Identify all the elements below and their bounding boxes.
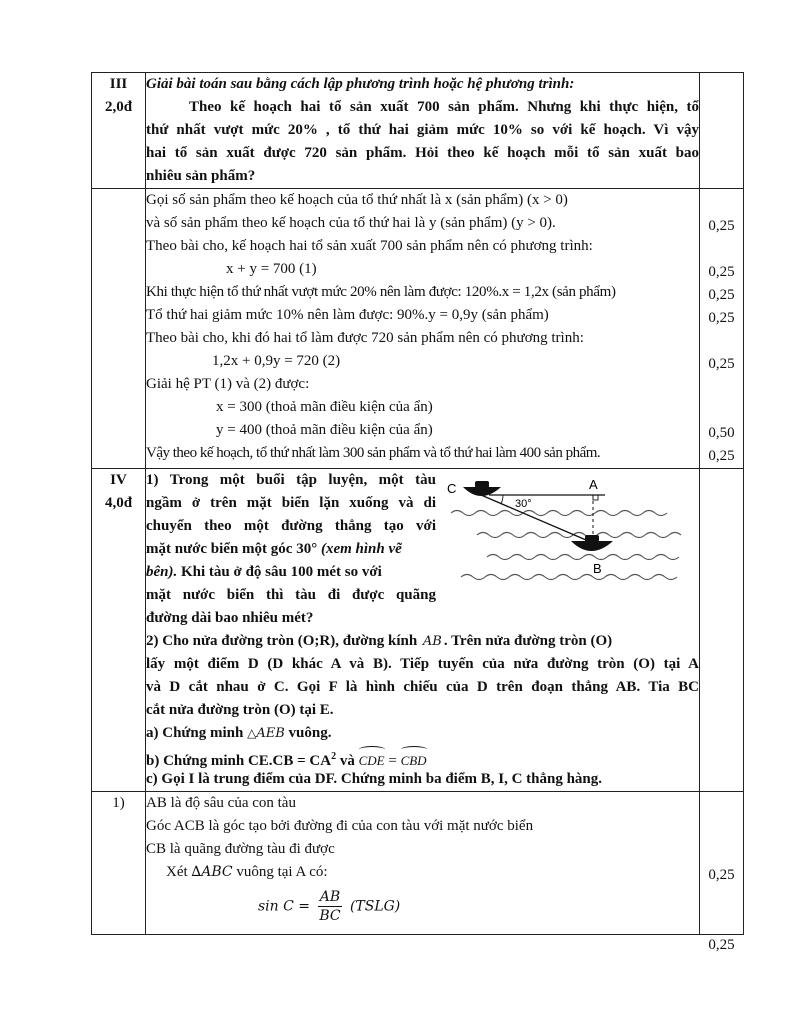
part-c-line: c) Gọi I là trung điểm của DF. Chứng minh ba điểm B, I, C thẳng hàng. (146, 771, 603, 787)
submarine-b-icon (571, 535, 613, 551)
score: 0,25 (708, 218, 735, 234)
solution-line: Tổ thứ hai giảm mức 10% nên làm được: 90%.y = 0,9y (sản phẩm) (146, 307, 549, 323)
section-3-score-cell-empty (700, 73, 744, 189)
part-b-equals: = (388, 753, 397, 769)
score (700, 238, 743, 261)
label-angle: 30° (515, 498, 532, 510)
part-a-line (146, 722, 699, 745)
answer-key-table (91, 72, 744, 953)
problem-2-line: và D cắt nhau ở C. Gọi F là hình chiếu của D trên đoạn thẳng AB. Tia BC (146, 679, 699, 695)
triangle-abc: ABC (201, 864, 233, 880)
triangle-line (146, 861, 699, 884)
problem-line: hai tổ sản xuất được 720 sản phẩm. Hỏi theo kế hoạch mỗi tổ sản xuất bao (146, 145, 699, 161)
problem-2-text-cont: . Trên nửa đường tròn (O) (443, 633, 613, 649)
problem-1-line (146, 561, 436, 584)
part-a-prefix: a) Chứng minh (146, 725, 244, 741)
solution-line: Khi thực hiện tổ thứ nhất vượt mức 20% nên làm được: 120%.x = 1,2x (sản phẩm) (146, 284, 616, 300)
label-c: C (447, 481, 457, 496)
section-3-solution-cell (146, 189, 700, 469)
section-4-label-cell (92, 469, 146, 792)
score: 0,25 (708, 356, 735, 372)
triangle-suffix: vuông tại A có: (236, 864, 328, 880)
section-4-1-scores-cell (700, 792, 744, 953)
score: 0,25 (708, 448, 735, 464)
score: 0,25 (708, 310, 735, 326)
problem-1-depth-text: Khi tàu ở độ sâu 100 mét so với (181, 564, 382, 580)
section-4-problem-row (92, 469, 744, 792)
score: 0,25 (708, 867, 735, 883)
submarine-diagram (437, 473, 699, 601)
section-4-problem-cell (146, 469, 700, 792)
solution-y: y = 400 (thoả mãn điều kiện của ẩn) (216, 422, 433, 438)
section-4-number: IV (110, 472, 127, 488)
problem-1-line: chuyển theo một đường thẳng tạo với (146, 518, 436, 534)
solution-line: Góc ACB là góc tạo bởi đường đi của con tàu với mặt nước biển (146, 818, 534, 834)
problem-1-line (146, 538, 436, 561)
part-b-exponent: 2 (331, 751, 337, 762)
section-4-1-solution-cell (146, 792, 700, 935)
section-3-label-cell (92, 73, 146, 189)
problem-line: nhiêu sản phẩm? (146, 168, 256, 184)
solution-line: AB là độ sâu của con tàu (146, 795, 296, 811)
problem-2-text: 2) Cho nửa đường tròn (O;R), đường kính (146, 633, 418, 649)
solution-x: x = 300 (thoả mãn điều kiện của ẩn) (216, 399, 433, 415)
formula-denominator: BC (319, 908, 341, 925)
problem-2-line: lấy một điểm D (D khác A và B). Tiếp tuyến của nửa đường tròn (O) tại A (146, 656, 699, 672)
formula-lhs: sin C = (258, 898, 311, 915)
section-3-number: III (109, 76, 128, 92)
part-a-suffix: vuông. (288, 725, 332, 741)
section-3-scores-cell (700, 189, 744, 469)
triangle-prefix: Xét (166, 864, 188, 880)
solution-line: và số sản phẩm theo kế hoạch của tổ thứ hai là y (sản phẩm) (y > 0). (146, 215, 556, 231)
section-4-1-solution-row (92, 792, 744, 935)
section-3-solution-label-empty (92, 189, 146, 469)
solution-line: Gọi số sản phẩm theo kế hoạch của tổ thứ nhất là x (sản phẩm) (x > 0) (146, 192, 568, 208)
problem-1-line: 1) Trong một buổi tập luyện, một tàu (146, 472, 436, 488)
score (700, 330, 743, 353)
section-3-problem-row (92, 73, 744, 189)
problem-line: Theo kế hoạch hai tổ sản xuất 700 sản phẩm. Nhưng khi thực hiện, tổ (189, 99, 699, 115)
arc-cde: CDE (359, 749, 385, 772)
diameter-ab: AB (422, 634, 442, 649)
right-angle-mark (593, 495, 598, 500)
score: 0,25 (708, 937, 735, 953)
triangle-symbol: △ (247, 726, 257, 740)
score (700, 376, 743, 399)
part-b-prefix: b) Chứng minh CE.CB = CA (146, 753, 332, 769)
part-b-and: và (339, 753, 355, 769)
solution-line: CB là quãng đường tàu đi được (146, 841, 335, 857)
triangle-aeb: AEB (256, 726, 285, 741)
sine-formula (146, 884, 699, 928)
formula-fraction (318, 888, 342, 925)
part-b-line (146, 745, 699, 768)
problem-1-line: mặt nước biển thì tàu đi được quãng (146, 587, 436, 603)
problem-1-line: ngầm ở trên mặt biển lặn xuống và di (146, 495, 436, 511)
score (700, 399, 743, 422)
section-4-points: 4,0đ (104, 495, 133, 511)
submarine-c-icon (463, 481, 501, 496)
problem-1-figure-ref: (xem hình vẽ (320, 541, 402, 557)
label-a: A (589, 477, 598, 492)
problem-line: thứ nhất vượt mức 20% , tổ thứ hai giảm mức 10% so với kế hoạch. Vì vậy (146, 122, 699, 138)
problem-1-figure-ref-end: bên). (146, 564, 178, 580)
section-3-solution-row (92, 189, 744, 469)
solution-conclusion: Vậy theo kế hoạch, tổ thứ nhất làm 300 sản phẩm và tổ thứ hai làm 400 sản phẩm. (146, 445, 601, 461)
dive-path-line (481, 495, 593, 543)
solution-line: Giải hệ PT (1) và (2) được: (146, 376, 310, 392)
equation-2: 1,2x + 0,9y = 720 (2) (212, 353, 341, 369)
section-4-1-number: 1) (112, 795, 125, 811)
section-4-1-label-cell (92, 792, 146, 935)
problem-heading: Giải bài toán sau bằng cách lập phương trình hoặc hệ phương trình: (146, 76, 575, 92)
problem-1-line: đường dài bao nhiêu mét? (146, 610, 314, 626)
formula-note: (TSLG) (349, 898, 401, 915)
section-3-points: 2,0đ (104, 99, 133, 115)
score: 0,25 (708, 287, 735, 303)
problem-2-line (146, 630, 699, 653)
score: 0,25 (708, 264, 735, 280)
problem-2-line: cắt nửa đường tròn (O) tại E. (146, 702, 334, 718)
delta-symbol: ∆ (191, 864, 202, 880)
score (700, 192, 743, 215)
solution-line: Theo bài cho, khi đó hai tổ làm được 720 sản phẩm nên có phương trình: (146, 330, 584, 346)
wave-pattern (451, 511, 681, 580)
score: 0,50 (708, 425, 735, 441)
solution-line: Theo bài cho, kế hoạch hai tổ sản xuất 700 sản phẩm nên có phương trình: (146, 238, 593, 254)
label-b: B (593, 561, 602, 576)
arc-cbd: CBD (401, 749, 427, 772)
formula-numerator: AB (319, 889, 341, 906)
section-4-score-cell-empty (700, 469, 744, 792)
angle-arc (501, 495, 503, 504)
equation-1: x + y = 700 (1) (226, 261, 317, 277)
problem-1-angle-text: mặt nước biển một góc 30° (146, 541, 318, 557)
section-3-problem-cell (146, 73, 700, 189)
